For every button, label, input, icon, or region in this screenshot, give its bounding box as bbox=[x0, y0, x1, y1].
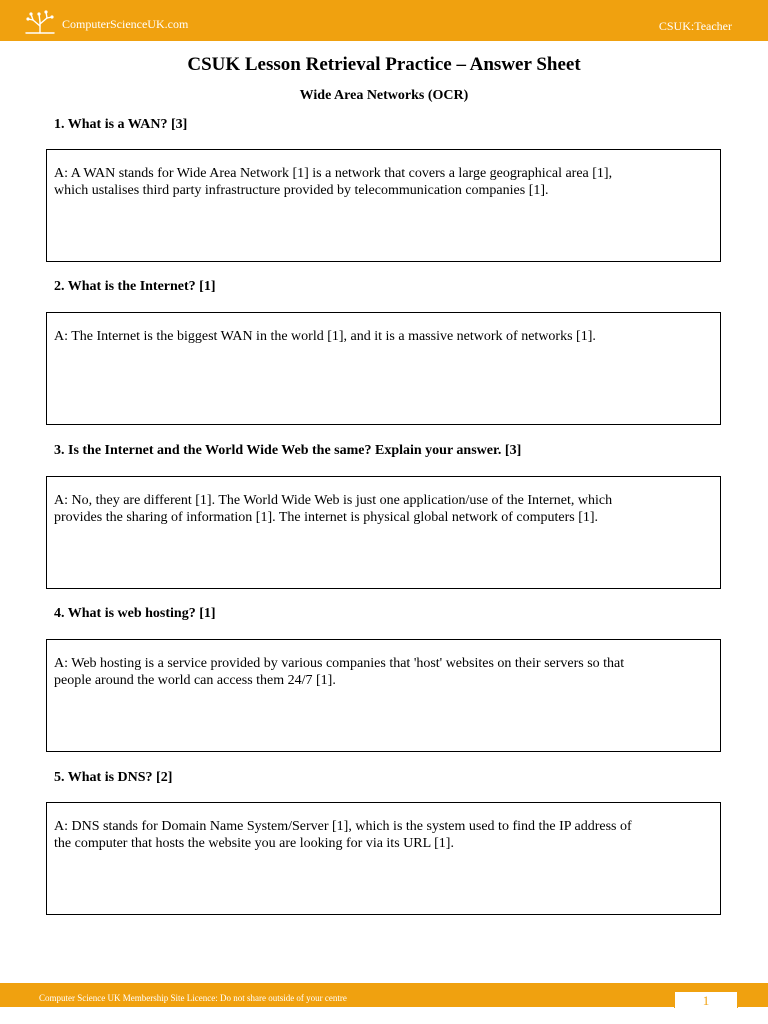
answer-line: provides the sharing of information [1]. The internet is physical global network of computers [1]. bbox=[54, 510, 599, 525]
answer-line: the computer that hosts the website you are looking for via its URL [1]. bbox=[54, 836, 454, 851]
answer-line: A: Web hosting is a service provided by various companies that 'host' websites on their servers so that bbox=[54, 656, 625, 671]
answer-box-2 bbox=[46, 312, 721, 425]
answer-box-3 bbox=[46, 476, 721, 589]
answer-text-3 bbox=[54, 492, 708, 526]
answer-line: A: A WAN stands for Wide Area Network [1] is a network that covers a large geographical area [1], bbox=[54, 166, 613, 181]
answer-text-1 bbox=[54, 165, 708, 199]
answer-line: people around the world can access them 24/7 [1]. bbox=[54, 673, 336, 688]
tree-logo-icon bbox=[24, 9, 56, 35]
footer-bar bbox=[0, 983, 768, 1007]
header-bar bbox=[0, 0, 768, 41]
answer-line: A: No, they are different [1]. The World Wide Web is just one application/use of the Internet, which bbox=[54, 493, 613, 508]
answer-text-2 bbox=[54, 328, 708, 345]
question-2: 2. What is the Internet? [1] bbox=[54, 279, 216, 294]
question-4: 4. What is web hosting? [1] bbox=[54, 606, 216, 621]
answer-text-4 bbox=[54, 655, 708, 689]
document-title: CSUK Lesson Retrieval Practice – Answer Sheet bbox=[187, 54, 581, 75]
question-1: 1. What is a WAN? [3] bbox=[54, 117, 188, 132]
footer-licence-text: Computer Science UK Membership Site Licence: Do not share outside of your centre bbox=[39, 993, 347, 1003]
document-subtitle: Wide Area Networks (OCR) bbox=[299, 88, 469, 103]
answer-box-1 bbox=[46, 149, 721, 262]
answer-line: which ustalises third party infrastructure provided by telecommunication companies [1]. bbox=[54, 183, 549, 198]
header-right-label: CSUK:Teacher bbox=[658, 19, 732, 33]
answer-box-4 bbox=[46, 639, 721, 752]
question-3: 3. Is the Internet and the World Wide Web the same? Explain your answer. [3] bbox=[54, 443, 522, 458]
answer-text-5 bbox=[54, 818, 708, 852]
answer-line: A: DNS stands for Domain Name System/Server [1], which is the system used to find the IP address of bbox=[54, 819, 632, 834]
answer-box-5 bbox=[46, 802, 721, 915]
question-5: 5. What is DNS? [2] bbox=[54, 770, 173, 785]
site-name[interactable]: ComputerScienceUK.com bbox=[62, 17, 189, 31]
answer-line: A: The Internet is the biggest WAN in the world [1], and it is a massive network of networks [1]. bbox=[54, 329, 596, 344]
page-number: 1 bbox=[674, 991, 738, 1008]
